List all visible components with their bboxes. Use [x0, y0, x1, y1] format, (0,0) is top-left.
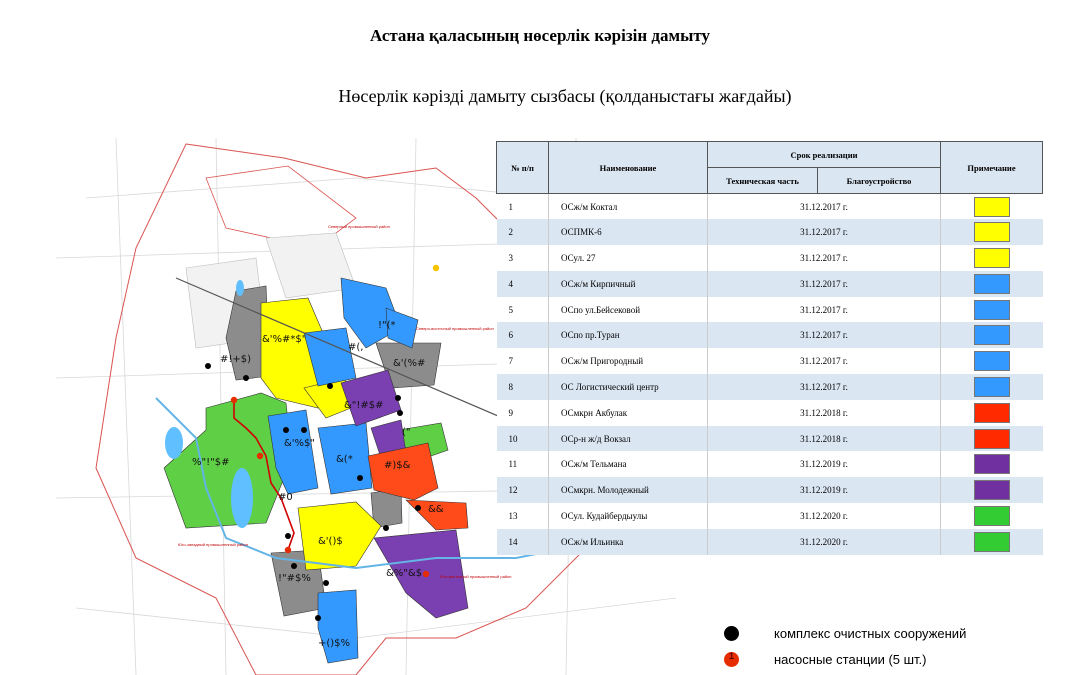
table-row — [497, 426, 1043, 452]
row-number: 7 — [497, 348, 549, 374]
row-name: ОСж/м Тельмана — [549, 451, 708, 477]
zone-label: &'%#*$" — [262, 334, 307, 345]
pump-station-number: 1 — [728, 651, 734, 661]
table-row — [497, 245, 1043, 271]
table-row — [497, 529, 1043, 555]
row-number: 8 — [497, 374, 549, 400]
color-swatch — [974, 197, 1010, 217]
district-name: Юго-восточный промышленный район — [440, 574, 512, 579]
treatment-facility-icon — [724, 626, 739, 641]
row-name: ОСж/м Кирпичный — [549, 271, 708, 297]
row-number: 9 — [497, 400, 549, 426]
realization-table — [496, 141, 1043, 555]
color-swatch — [974, 377, 1010, 397]
zone-label: &"!#$# — [344, 400, 384, 411]
row-number: 11 — [497, 451, 549, 477]
row-number: 12 — [497, 477, 549, 503]
row-name: ОСж/м Ильинка — [549, 529, 708, 555]
row-number: 4 — [497, 271, 549, 297]
zone-label: &'(%# — [393, 358, 426, 369]
row-date: 31.12.2017 г. — [708, 297, 941, 323]
color-swatch — [974, 506, 1010, 526]
header-name: Наименование — [549, 142, 708, 194]
row-name: ОСПМК-6 — [549, 219, 708, 245]
table-body — [497, 194, 1043, 555]
row-date: 31.12.2017 г. — [708, 194, 941, 220]
treatment-facility-marker — [357, 475, 363, 481]
row-note — [941, 348, 1043, 374]
zone-label: && — [428, 504, 444, 515]
treatment-facility-marker — [397, 410, 403, 416]
realization-table-wrap — [496, 141, 1042, 555]
zone-label: (" — [402, 427, 411, 438]
row-date: 31.12.2018 г. — [708, 400, 941, 426]
color-swatch — [974, 351, 1010, 371]
color-swatch — [974, 429, 1010, 449]
color-swatch — [974, 222, 1010, 242]
header-num: № п/п — [497, 142, 549, 194]
treatment-facility-marker — [283, 427, 289, 433]
zone-label: #(, — [348, 342, 364, 353]
row-number: 6 — [497, 322, 549, 348]
pump-station-marker — [433, 265, 439, 271]
treatment-facility-marker — [243, 375, 249, 381]
row-name: ОСул. Кудайбердыулы — [549, 503, 708, 529]
row-note — [941, 451, 1043, 477]
color-swatch — [974, 325, 1010, 345]
row-note — [941, 297, 1043, 323]
table-row — [497, 322, 1043, 348]
row-date: 31.12.2017 г. — [708, 348, 941, 374]
table-row — [497, 194, 1043, 220]
color-swatch — [974, 248, 1010, 268]
zone-label: +()$% — [318, 638, 351, 649]
zone-label: #!+$) — [220, 354, 252, 365]
lake — [165, 427, 183, 459]
header-note: Примечание — [941, 142, 1043, 194]
zone-label: !"(* — [378, 320, 396, 331]
table-row — [497, 297, 1043, 323]
row-number: 13 — [497, 503, 549, 529]
color-swatch — [974, 403, 1010, 423]
row-date: 31.12.2019 г. — [708, 477, 941, 503]
row-name: ОСр-н ж/д Вокзал — [549, 426, 708, 452]
pump-station-marker — [423, 571, 429, 577]
page-title: Астана қаласының нөсерлік кәрізін дамыту — [369, 26, 711, 45]
zone-label: #0 — [278, 492, 293, 503]
table-row — [497, 451, 1043, 477]
row-note — [941, 219, 1043, 245]
row-note — [941, 477, 1043, 503]
page-subtitle: Нөсерлік кәрізді дамыту сызбасы (қолданыстағы жағдайы) — [338, 86, 792, 106]
legend-text-treatment: комплекс очистных сооружений — [774, 626, 967, 641]
row-name: ОСмкрн. Молодежный — [549, 477, 708, 503]
district-name: Юго-западный промышленный район — [178, 542, 248, 547]
row-name: ОСж/м Коктал — [549, 194, 708, 220]
table-row — [497, 219, 1043, 245]
color-swatch — [974, 532, 1010, 552]
color-swatch — [974, 274, 1010, 294]
row-date: 31.12.2020 г. — [708, 529, 941, 555]
header-tech: Техническая часть — [708, 168, 818, 194]
table-row — [497, 503, 1043, 529]
row-name: ОСул. 27 — [549, 245, 708, 271]
zone-label: &(* — [336, 454, 353, 465]
zone-label: !"#$% — [278, 573, 311, 584]
pump-station-marker — [231, 397, 237, 403]
row-number: 5 — [497, 297, 549, 323]
zone-blue-south — [318, 590, 358, 663]
row-number: 3 — [497, 245, 549, 271]
row-name: ОСпо ул.Бейсековой — [549, 297, 708, 323]
treatment-facility-marker — [315, 615, 321, 621]
row-name: ОСж/м Пригородный — [549, 348, 708, 374]
table-row — [497, 271, 1043, 297]
district-name: Северный промышленный район — [328, 224, 390, 229]
row-name: ОСмкрн Акбулак — [549, 400, 708, 426]
legend-text-pumps: насосные станции (5 шт.) — [774, 652, 927, 667]
row-date: 31.12.2017 г. — [708, 271, 941, 297]
row-note — [941, 245, 1043, 271]
row-note — [941, 194, 1043, 220]
row-note — [941, 529, 1043, 555]
color-swatch — [974, 480, 1010, 500]
color-swatch — [974, 454, 1010, 474]
row-number: 1 — [497, 194, 549, 220]
treatment-facility-marker — [285, 533, 291, 539]
row-note — [941, 374, 1043, 400]
header-period: Срок реализации — [708, 142, 941, 168]
row-date: 31.12.2019 г. — [708, 451, 941, 477]
row-note — [941, 503, 1043, 529]
treatment-facility-marker — [383, 525, 389, 531]
row-date: 31.12.2017 г. — [708, 374, 941, 400]
row-note — [941, 322, 1043, 348]
zone-label: &%"&$ — [386, 568, 423, 579]
row-date: 31.12.2017 г. — [708, 219, 941, 245]
treatment-facility-marker — [205, 363, 211, 369]
treatment-facility-marker — [415, 505, 421, 511]
zone-label: #)$& — [384, 460, 411, 471]
table-row — [497, 400, 1043, 426]
row-name: ОС Логистический центр — [549, 374, 708, 400]
row-date: 31.12.2017 г. — [708, 322, 941, 348]
row-number: 10 — [497, 426, 549, 452]
zone-label: %"!"$# — [192, 457, 230, 468]
row-date: 31.12.2020 г. — [708, 503, 941, 529]
lake — [231, 468, 253, 528]
row-number: 14 — [497, 529, 549, 555]
row-date: 31.12.2017 г. — [708, 245, 941, 271]
treatment-facility-marker — [301, 427, 307, 433]
header-improve: Благоустройство — [818, 168, 941, 194]
row-name: ОСпо пр.Туран — [549, 322, 708, 348]
treatment-facility-marker — [327, 383, 333, 389]
table-row — [497, 374, 1043, 400]
row-note — [941, 426, 1043, 452]
zone-label: &'()$ — [318, 536, 343, 547]
lake — [236, 280, 244, 296]
row-note — [941, 271, 1043, 297]
pump-station-marker — [285, 547, 291, 553]
row-number: 2 — [497, 219, 549, 245]
table-row — [497, 348, 1043, 374]
row-date: 31.12.2018 г. — [708, 426, 941, 452]
row-note — [941, 400, 1043, 426]
treatment-facility-marker — [323, 580, 329, 586]
treatment-facility-marker — [395, 395, 401, 401]
treatment-facility-marker — [291, 563, 297, 569]
pump-station-marker — [257, 453, 263, 459]
zone-label: &'%$" — [284, 438, 316, 449]
color-swatch — [974, 300, 1010, 320]
table-row — [497, 477, 1043, 503]
district-name: Северо-восточный промышленный район — [416, 326, 494, 331]
